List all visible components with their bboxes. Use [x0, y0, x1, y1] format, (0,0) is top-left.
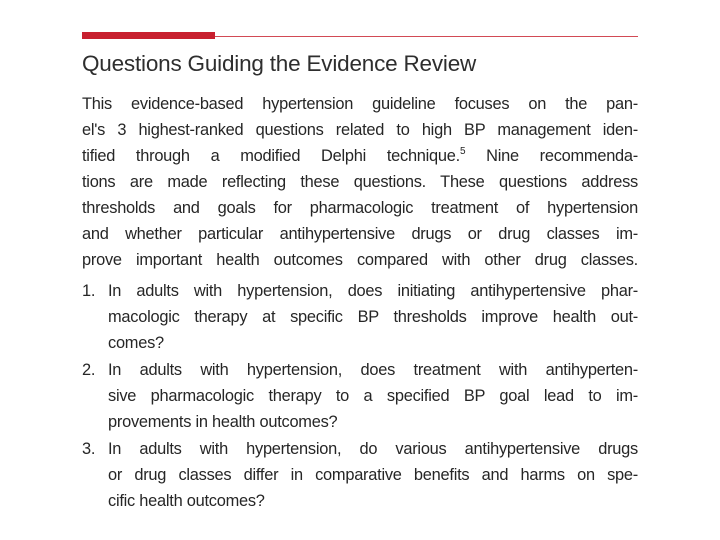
section-header-accent-rule — [82, 32, 215, 39]
intro-line — [82, 143, 638, 169]
question-line: cific health outcomes? — [108, 492, 265, 510]
question-line: macologic therapy at specific BP thresholds improve health out- — [108, 308, 638, 326]
intro-line-text: Nine recommenda- — [486, 147, 638, 165]
section-title: Questions Guiding the Evidence Review — [82, 51, 477, 76]
intro-line: el's 3 highest-ranked questions related to high BP management iden- — [82, 121, 638, 139]
question-line: sive pharmacologic therapy to a specified BP goal lead to im- — [108, 387, 638, 405]
intro-line: and whether particular antihypertensive drugs or drug classes im- — [82, 225, 638, 243]
question-number: 2. — [82, 361, 96, 379]
intro-line: prove important health outcomes compared with other drug classes. — [82, 251, 638, 269]
question-line: In adults with hypertension, does treatment with antihyperten- — [108, 361, 638, 379]
question-line: In adults with hypertension, do various antihypertensive drugs — [108, 440, 638, 458]
intro-line: This evidence-based hypertension guideline focuses on the pan- — [82, 95, 638, 113]
question-number: 3. — [82, 440, 96, 458]
intro-line-text: tified through a modified Delphi technique. — [82, 147, 460, 165]
question-line: or drug classes differ in comparative benefits and harms on spe- — [108, 466, 638, 484]
intro-line: tions are made reflecting these questions. These questions address — [82, 173, 638, 191]
question-number: 1. — [82, 282, 96, 300]
footnote-reference[interactable]: 5 — [459, 145, 466, 157]
question-line: provements in health outcomes? — [108, 413, 338, 431]
question-line: comes? — [108, 334, 164, 352]
intro-line: thresholds and goals for pharmacologic treatment of hypertension — [82, 199, 638, 217]
section-header-divider — [215, 36, 638, 37]
question-line: In adults with hypertension, does initiating antihypertensive phar- — [108, 282, 638, 300]
